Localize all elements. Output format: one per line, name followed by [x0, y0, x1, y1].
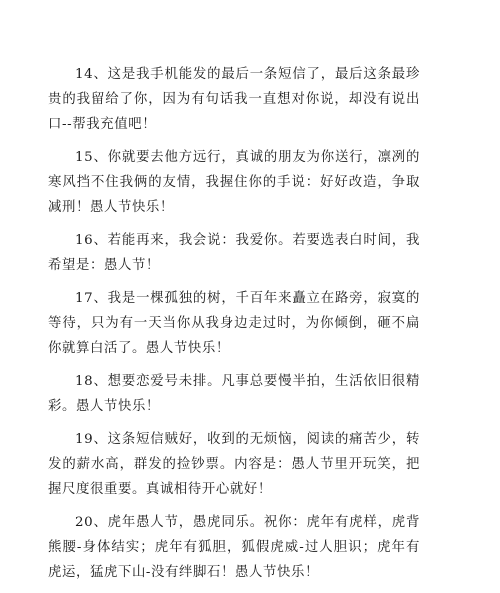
paragraph-16: 16、若能再来，我会说：我爱你。若要选表白时间，我希望是：愚人节！: [48, 233, 420, 273]
paragraph-19: 19、这条短信贼好，收到的无烦恼，阅读的痛苦少，转发的薪水高，群发的捡钞票。内容是：愚人节里开玩笑，把握尺度很重要。真诚相待开心就好！: [48, 432, 420, 497]
paragraph-18: 18、想要恋爱号未排。凡事总要慢半拍，生活依旧很精彩。愚人节快乐！: [48, 374, 420, 414]
document-body: [48, 62, 420, 593]
paragraph-17: 17、我是一棵孤独的树，千百年来矗立在路旁，寂寞的等待，只为有一天当你从我身边走过时，为你倾倒，砸不扁你就算白活了。愚人节快乐！: [48, 291, 420, 356]
paragraph-14: 14、这是我手机能发的最后一条短信了，最后这条最珍贵的我留给了你，因为有句话我一直想对你说，却没有说出口--帮我充值吧！: [48, 67, 420, 132]
paragraph-20: 20、虎年愚人节，愚虎同乐。祝你：虎年有虎样，虎背熊腰-身体结实；虎年有狐胆，狐假虎威-过人胆识；虎年有虎运，猛虎下山-没有绊脚石！愚人节快乐！: [48, 515, 420, 580]
paragraph-15: 15、你就要去他方远行，真诚的朋友为你送行，凛冽的寒风挡不住我俩的友情，我握住你的手说：好好改造，争取减刑！愚人节快乐！: [48, 150, 420, 215]
